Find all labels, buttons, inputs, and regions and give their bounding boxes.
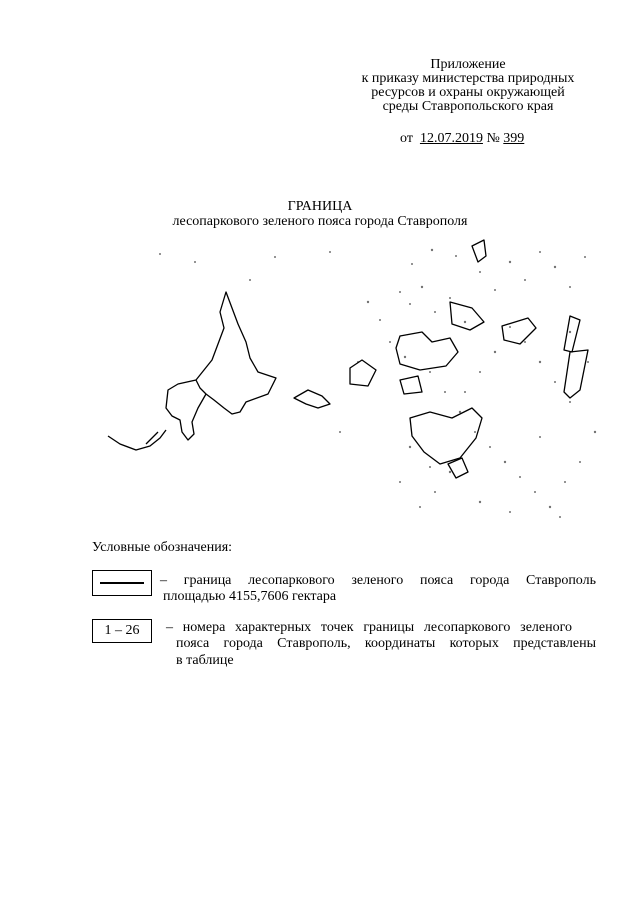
order-prefix: от — [400, 131, 413, 146]
boundary-north-1 — [450, 302, 484, 330]
boundary-central-1 — [294, 390, 330, 408]
legend-item-2-line-3: в таблице — [176, 653, 234, 668]
document-title — [0, 199, 640, 229]
legend-boundary-symbol — [92, 570, 152, 596]
boundary-map — [100, 232, 600, 524]
header-block — [348, 58, 588, 114]
boundary-north-2 — [396, 332, 458, 370]
boundary-small-1 — [400, 376, 422, 394]
boundary-small-2 — [472, 240, 486, 262]
boundary-center-south — [410, 408, 482, 464]
boundary-outlines — [108, 240, 588, 478]
order-reference — [400, 131, 524, 147]
legend-item-2-line-2: пояса города Ставрополь, координаты которых представлены — [176, 636, 596, 651]
boundary-east-1 — [564, 316, 580, 352]
boundary-line-sample — [100, 582, 144, 584]
legend-item-1-line-1: – граница лесопаркового зеленого пояса города Ставрополь — [160, 573, 596, 588]
header-line-4: среды Ставропольского края — [382, 99, 554, 114]
legend-item-2-line-1: – номера характерных точек границы лесопаркового зеленого — [166, 620, 572, 635]
order-date: 12.07.2019 — [419, 131, 483, 146]
boundary-north-3 — [502, 318, 536, 344]
legend-heading: Условные обозначения: — [92, 540, 233, 555]
map-texture — [159, 249, 596, 518]
boundary-far-west — [108, 430, 166, 450]
legend-points-symbol: 1 – 26 — [92, 619, 152, 643]
boundary-central-2 — [350, 360, 376, 386]
boundary-west-main — [196, 292, 276, 414]
title-sub: лесопаркового зеленого пояса города Ставрополя — [172, 214, 468, 229]
header-line-3: ресурсов и охраны окружающей — [371, 85, 565, 100]
boundary-east-2 — [564, 350, 588, 398]
header-line-2: к приказу министерства природных — [361, 71, 575, 86]
legend-item-1-line-2: площадью 4155,7606 гектара — [163, 589, 337, 604]
boundary-west-spur — [166, 380, 206, 440]
order-number: 399 — [503, 131, 525, 146]
title-main: ГРАНИЦА — [287, 199, 353, 214]
header-line-1: Приложение — [430, 57, 506, 72]
order-number-sign: № — [486, 131, 500, 146]
